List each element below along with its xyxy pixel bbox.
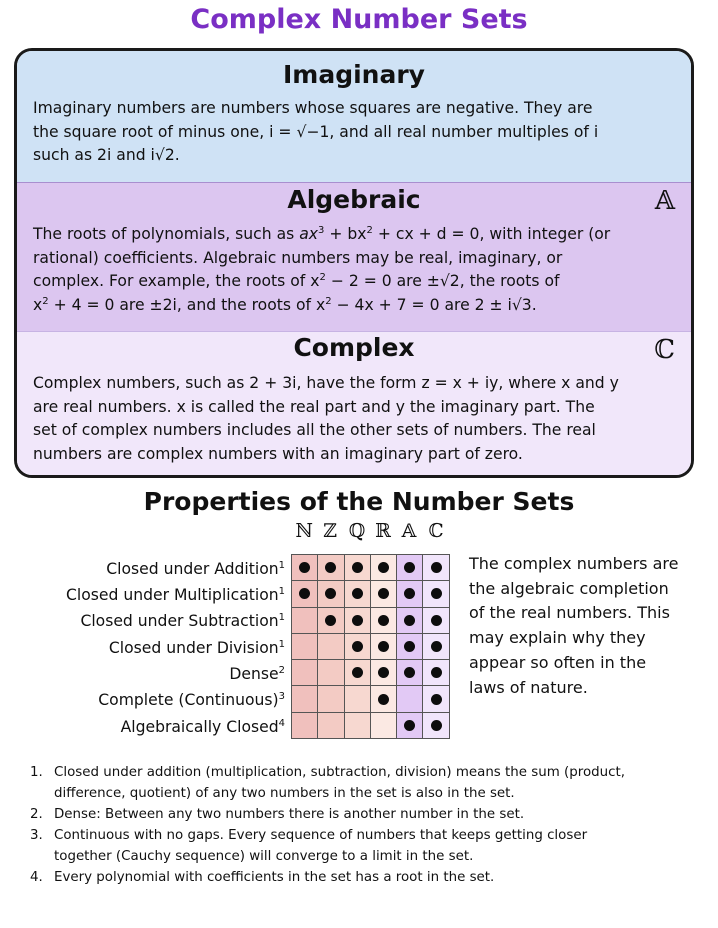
footnote: 2. Dense: Between any two numbers there is another number in the set. xyxy=(30,807,525,822)
property-dot xyxy=(299,562,310,573)
grid-cell xyxy=(318,686,344,712)
algebraic-text: The roots of polynomials, such as $ax^3 + bx^2$ + cx + d = 0, with integer (or rational) coefficients. Algebraic numbers may be real, imaginary, or complex. For example, the roots of $x^2 - 2 = 0$ are ±√2, the roots of $x^2 + 4 = 0$ are ±2i, and the roots of $x^2 - 4x + 7 = 0$ are 2 ± i√3. xyxy=(33,225,611,314)
properties-grid xyxy=(291,554,450,739)
property-dot xyxy=(325,588,336,599)
grid-cell xyxy=(292,713,318,739)
property-dot xyxy=(431,615,442,626)
grid-cell xyxy=(318,713,344,739)
footnote: 4. Every polynomial with coefficients in the set has a root in the set. xyxy=(30,870,495,885)
grid-cell xyxy=(371,555,397,581)
col-header-q: ℚ xyxy=(348,520,366,542)
property-dot xyxy=(378,694,389,705)
algebraic-heading: Algebraic xyxy=(287,185,421,214)
imaginary-heading: Imaginary xyxy=(283,60,425,89)
grid-cell xyxy=(292,660,318,686)
grid-cell xyxy=(292,634,318,660)
property-dot xyxy=(404,588,415,599)
property-dot xyxy=(299,588,310,599)
grid-cell xyxy=(371,608,397,634)
grid-cell xyxy=(292,555,318,581)
grid-cell xyxy=(423,686,449,712)
grid-cell xyxy=(371,581,397,607)
property-dot xyxy=(378,667,389,678)
property-dot xyxy=(404,615,415,626)
grid-cell xyxy=(292,608,318,634)
col-header-z: ℤ xyxy=(323,520,337,542)
grid-cell xyxy=(397,608,423,634)
grid-cell xyxy=(318,581,344,607)
property-dot xyxy=(431,641,442,652)
property-dot xyxy=(431,720,442,731)
property-dot xyxy=(378,562,389,573)
grid-cell xyxy=(397,634,423,660)
grid-cell xyxy=(345,608,371,634)
grid-cell xyxy=(423,634,449,660)
grid-cell xyxy=(318,608,344,634)
row-label: Dense$^2$ xyxy=(229,665,285,683)
grid-cell xyxy=(371,634,397,660)
complex-text: Complex numbers, such as 2 + 3i, have the form z = x + iy, where x and y are real numbers. x is called the real part and y the imaginary part. The set of complex numbers includes all the other sets of numbers. The real numbers are complex numbers with an imaginary part of zero. xyxy=(33,374,619,463)
footnote: 1. Closed under addition (multiplication, subtraction, division) means the sum (product, difference, quotient) of any two numbers in the set is also in the set. xyxy=(30,765,626,801)
algebraic-section xyxy=(17,182,691,332)
property-dot xyxy=(404,720,415,731)
grid-cell xyxy=(345,581,371,607)
grid-cell xyxy=(318,660,344,686)
grid-cell xyxy=(397,555,423,581)
grid-cell xyxy=(371,660,397,686)
row-label: Closed under Subtraction$^1$ xyxy=(80,612,285,630)
col-header-c: ℂ xyxy=(428,520,444,542)
grid-cell xyxy=(371,713,397,739)
grid-cell xyxy=(423,713,449,739)
grid-cell xyxy=(423,660,449,686)
grid-cell xyxy=(318,634,344,660)
grid-cell xyxy=(397,713,423,739)
footnote: 3. Continuous with no gaps. Every sequence of numbers that keeps getting closer together (Cauchy sequence) will converge to a limit in the set. xyxy=(30,828,588,864)
property-dot xyxy=(352,562,363,573)
footnotes xyxy=(30,762,700,888)
property-dot xyxy=(404,562,415,573)
side-note: The complex numbers are the algebraic completion of the real numbers. This may explain why they appear so often in the laws of nature. xyxy=(469,554,679,697)
grid-cell xyxy=(423,555,449,581)
grid-cell xyxy=(292,686,318,712)
grid-cell xyxy=(397,660,423,686)
complex-section xyxy=(17,331,691,476)
col-header-a: 𝔸 xyxy=(401,520,417,542)
property-dot xyxy=(404,667,415,678)
grid-cell xyxy=(345,555,371,581)
number-sets-panel xyxy=(14,48,694,478)
imaginary-text: Imaginary numbers are numbers whose squares are negative. They are the square root of minus one, i = √−1, and all real number multiples of i such as 2i and i√2. xyxy=(33,99,599,164)
property-dot xyxy=(404,641,415,652)
property-dot xyxy=(325,615,336,626)
page-title: Complex Number Sets xyxy=(190,4,528,35)
grid-cell xyxy=(423,581,449,607)
property-dot xyxy=(378,615,389,626)
row-label: Closed under Multiplication$^1$ xyxy=(65,586,285,604)
row-label: Complete (Continuous)$^3$ xyxy=(98,691,285,709)
row-label: Closed under Division$^1$ xyxy=(108,639,285,657)
property-dot xyxy=(378,641,389,652)
property-dot xyxy=(431,588,442,599)
property-dot xyxy=(431,667,442,678)
property-dot xyxy=(352,588,363,599)
grid-cell xyxy=(318,555,344,581)
grid-cell xyxy=(292,581,318,607)
col-header-r: ℝ xyxy=(375,520,391,542)
grid-cell xyxy=(345,686,371,712)
grid-cell xyxy=(397,686,423,712)
properties-heading: Properties of the Number Sets xyxy=(143,487,575,516)
row-label: Algebraically Closed$^4$ xyxy=(120,718,285,736)
complex-heading: Complex xyxy=(293,333,415,362)
property-dot xyxy=(352,667,363,678)
imaginary-section xyxy=(17,51,691,182)
property-dot xyxy=(325,562,336,573)
property-dot xyxy=(352,615,363,626)
grid-cell xyxy=(345,660,371,686)
row-label: Closed under Addition$^1$ xyxy=(106,560,285,578)
col-header-n: ℕ xyxy=(295,520,313,542)
grid-cell xyxy=(423,608,449,634)
property-dot xyxy=(431,562,442,573)
grid-cell xyxy=(371,686,397,712)
complex-symbol: ℂ xyxy=(654,335,675,365)
grid-cell xyxy=(345,713,371,739)
grid-cell xyxy=(397,581,423,607)
algebraic-symbol: 𝔸 xyxy=(654,186,675,216)
property-dot xyxy=(378,588,389,599)
property-dot xyxy=(352,641,363,652)
grid-cell xyxy=(345,634,371,660)
property-dot xyxy=(431,694,442,705)
